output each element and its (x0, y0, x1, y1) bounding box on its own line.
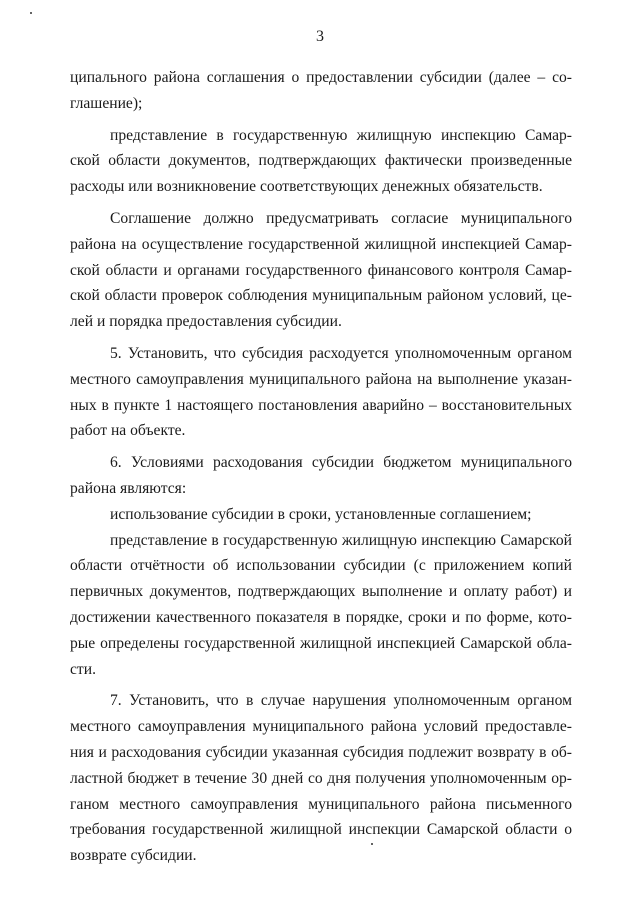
text-line: представление в государственную жилищную инспекцию Самар- (110, 126, 572, 144)
paragraph-4 (70, 341, 572, 444)
text-line: глашение); (70, 94, 143, 112)
text-line: местного самоуправления муниципального района на выполнение указан- (70, 370, 572, 388)
text-line: возврате субсидии. (70, 847, 197, 865)
text-line: ципального района соглашения о предоставлении субсидии (далее – со- (70, 69, 572, 86)
body-text (70, 65, 572, 869)
paragraph-1 (70, 65, 572, 117)
text-line: района на осуществление государственной жилищной инспекцией Самар- (70, 235, 572, 253)
text-line: района являются: (70, 479, 187, 497)
text-line: первичных документов, подтверждающих выполнение и оплату работ) и (70, 583, 572, 601)
text-line: ния и расходования субсидии указанная субсидия подлежит возврату в об- (70, 743, 572, 761)
text-line: расходы или возникновение соответствующих денежных обязательств. (70, 178, 543, 196)
scan-speck (30, 12, 32, 14)
text-line: 5. Установить, что субсидия расходуется уполномоченным органом (110, 344, 572, 362)
text-line: ской области проверок соблюдения муниципальным районом условий, це- (70, 287, 572, 305)
text-line: ской области документов, подтверждающих фактически произведенные (70, 152, 572, 170)
page-number: 3 (316, 28, 324, 45)
paragraph-8 (70, 688, 572, 869)
text-line: местного самоуправления муниципального района условий предоставле- (70, 718, 572, 736)
paragraph-2 (70, 123, 572, 200)
text-line: работ на объекте. (70, 422, 186, 440)
text-line: 6. Условиями расходования субсидии бюджетом муниципального (110, 454, 572, 472)
text-line: представление в государственную жилищную инспекцию Самарской (110, 531, 572, 549)
text-line: ных в пункте 1 настоящего постановления аварийно – восстановительных (70, 396, 572, 414)
text-line: рые определены государственной жилищной инспекцией Самарской обла- (70, 634, 572, 652)
text-line: ской области и органами государственного финансового контроля Самар- (70, 261, 572, 279)
paragraph-5 (70, 450, 572, 502)
text-line: сти. (70, 660, 96, 678)
text-line: ластной бюджет в течение 30 дней со дня получения уполномоченным ор- (70, 769, 572, 787)
scan-speck (371, 843, 373, 845)
text-line: достижении качественного показателя в порядке, сроки и по форме, кото- (70, 608, 572, 626)
text-line: области отчётности об использовании субсидии (с приложением копий (70, 557, 572, 575)
text-line: Соглашение должно предусматривать согласие муниципального (110, 209, 572, 227)
paragraph-6 (70, 502, 572, 528)
text-line: лей и порядка предоставления субсидии. (70, 313, 342, 331)
text-line: 7. Установить, что в случае нарушения уполномоченным органом (110, 692, 572, 710)
text-line: использование субсидии в сроки, установленные соглашением; (110, 505, 532, 523)
paragraph-7 (70, 528, 572, 683)
text-line: ганом местного самоуправления муниципального района письменного (70, 795, 572, 813)
paragraph-3 (70, 206, 572, 335)
text-line: требования государственной жилищной инспекции Самарской области о (70, 821, 572, 839)
